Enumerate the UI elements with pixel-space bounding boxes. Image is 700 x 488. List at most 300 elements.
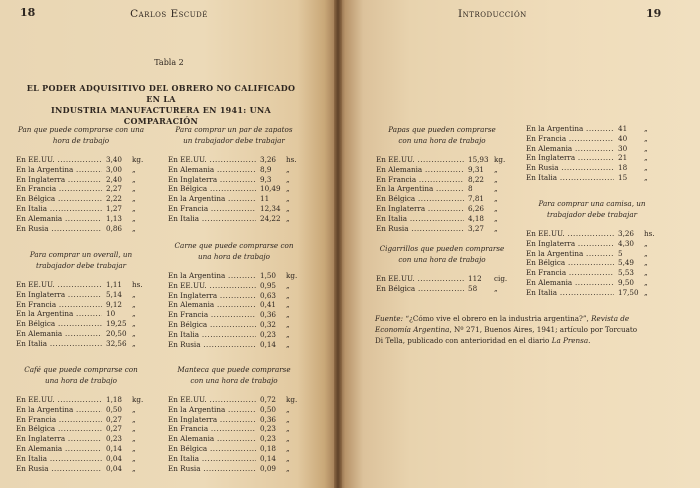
row-unit: „ [286, 463, 290, 473]
row-value: 1,11 [106, 280, 123, 289]
row-unit: „ [132, 463, 136, 473]
row-value: 0,50 [260, 404, 277, 414]
row-country: En Inglaterra ..... [16, 175, 102, 185]
row-country: En Francia ..... [376, 175, 464, 185]
row-value: 0,63 [260, 290, 277, 300]
row-country: En la Argentina ..... [526, 249, 614, 259]
row-unit: „ [132, 414, 136, 424]
table-row [168, 454, 300, 464]
table-row [168, 434, 300, 444]
row-unit: „ [644, 238, 648, 248]
row-country: En Inglaterra ..... [16, 434, 102, 444]
row-country: En Alemania ..... [16, 329, 102, 339]
row-value: 0,14 [260, 453, 277, 463]
row-value: 1,13 [106, 213, 123, 223]
table-row [526, 239, 658, 249]
row-unit: „ [286, 164, 290, 174]
row-value: 24,22 [260, 213, 281, 223]
running-head: Carlos Escudé [130, 8, 208, 20]
row-unit: „ [132, 434, 136, 444]
row-value: 21 [618, 153, 628, 163]
row-unit: „ [494, 203, 498, 213]
table-caption [376, 124, 508, 146]
row-unit: „ [132, 404, 136, 414]
row-unit: „ [644, 258, 648, 268]
row-value: 3,26 [618, 229, 635, 238]
row-unit: kg. [494, 155, 506, 164]
table-caption-line: con una hora de trabajo [190, 376, 278, 385]
row-unit: „ [644, 277, 648, 287]
row-unit: „ [644, 172, 648, 182]
row-value: 0,41 [260, 300, 277, 310]
table-row [168, 464, 300, 474]
row-unit: „ [286, 184, 290, 194]
table-row [168, 405, 300, 415]
row-value: 9,12 [106, 299, 123, 309]
row-value: 0,18 [260, 443, 277, 453]
table-caption [376, 243, 508, 265]
row-country: En Bélgica ..... [168, 444, 256, 454]
row-unit: kg. [286, 271, 298, 280]
row-unit: „ [644, 143, 648, 153]
row-value: 0,14 [106, 443, 123, 453]
page-number: 18 [20, 6, 36, 19]
row-unit: „ [132, 203, 136, 213]
table-caption-line: hora de trabajo [52, 136, 110, 145]
row-value: 0,95 [260, 280, 277, 290]
table-row [168, 155, 300, 165]
row-country: En la Argentina ..... [376, 184, 464, 194]
table-row [526, 268, 658, 278]
table-caption-line: Café que puede comprarse con [24, 365, 138, 374]
row-unit: „ [644, 133, 648, 143]
table-caption-line: trabajador debe trabajar [546, 210, 638, 219]
row-unit: „ [494, 174, 498, 184]
row-country: En Francia ..... [16, 184, 102, 194]
row-value: 3,40 [106, 155, 123, 164]
table-block-cigarrillos [376, 243, 508, 294]
table-row [376, 155, 508, 165]
table-row [16, 204, 146, 214]
table-row [168, 175, 300, 185]
table-row [168, 194, 300, 204]
table-row [376, 204, 508, 214]
row-value: 15,93 [468, 155, 489, 164]
table-row [16, 309, 146, 319]
row-unit: „ [494, 223, 498, 233]
row-value: 10 [106, 309, 116, 319]
row-unit: „ [132, 453, 136, 463]
row-country: En Italia ..... [16, 204, 102, 214]
row-unit: „ [132, 184, 136, 194]
row-value: 32,56 [106, 338, 127, 348]
table-row [168, 444, 300, 454]
table-row [526, 229, 658, 239]
row-country: En la Argentina ..... [168, 194, 256, 204]
row-value: 4,18 [468, 213, 485, 223]
table-block-pan [16, 124, 146, 233]
row-country: En Francia ..... [168, 204, 256, 214]
row-value: 5,49 [618, 258, 635, 268]
row-value: 1,18 [106, 395, 123, 404]
table-row [526, 288, 658, 298]
table-row [168, 204, 300, 214]
table-row [16, 300, 146, 310]
row-unit: „ [286, 300, 290, 310]
table-block-carne [168, 240, 300, 349]
row-unit: „ [286, 424, 290, 434]
row-country: En la Argentina ..... [16, 165, 102, 175]
table-caption-line: Para comprar un overall, un [29, 250, 133, 259]
row-country: En Inglaterra ..... [168, 291, 256, 301]
table-row [16, 454, 146, 464]
table-row [16, 444, 146, 454]
table-row [168, 300, 300, 310]
table-title-line: EL PODER ADQUISITIVO DEL OBRERO NO CALIFICADO EN LA [26, 83, 296, 104]
table-block-cafe [16, 364, 146, 473]
table-row [376, 194, 508, 204]
row-country: En Italia ..... [16, 454, 102, 464]
row-country: En Rusia ..... [16, 224, 102, 234]
row-unit: „ [286, 414, 290, 424]
row-country: En Bélgica ..... [16, 319, 102, 329]
source-end: . [588, 336, 591, 345]
table-row [168, 214, 300, 224]
row-unit: „ [286, 203, 290, 213]
row-country: En Francia ..... [526, 268, 614, 278]
row-value: 2,27 [106, 184, 123, 194]
row-country: En Bélgica ..... [526, 258, 614, 268]
row-country: En Bélgica ..... [16, 194, 102, 204]
table-caption [16, 364, 146, 386]
table-caption-line: con una hora de trabajo [398, 255, 486, 264]
row-unit: „ [132, 443, 136, 453]
table-row [16, 194, 146, 204]
source-quote: “¿Cómo vive el obrero en la industria argentina?”, [405, 314, 589, 323]
table-row [168, 330, 300, 340]
table-title-line: INDUSTRIA MANUFACTURERA EN 1941: UNA COMPARACIÓN [50, 105, 272, 126]
table-row [168, 281, 300, 291]
row-unit: „ [644, 248, 648, 258]
row-value: 9,31 [468, 164, 485, 174]
table-row [16, 329, 146, 339]
row-value: 5 [618, 248, 623, 258]
table-caption-line: Pan que puede comprarse con una [17, 125, 145, 134]
row-country: En Alemania ..... [376, 165, 464, 175]
row-country: En Francia ..... [16, 300, 102, 310]
table-row [16, 415, 146, 425]
row-value: 3,00 [106, 164, 123, 174]
row-unit: „ [286, 213, 290, 223]
table-caption-line: Para comprar una camisa, un [538, 199, 646, 208]
row-value: 0,32 [260, 319, 277, 329]
row-value: 5,53 [618, 268, 635, 278]
table-caption-line: Papas que pueden comprarse [388, 125, 496, 134]
source-details: , Nº 271, Buenos Aires, 1941; artículo por Torcuato Di Tella, publicado con anterioridad en el diario [375, 325, 638, 345]
row-value: 12,34 [260, 203, 281, 213]
row-unit: „ [132, 289, 136, 299]
row-unit: „ [286, 174, 290, 184]
page-number: 19 [646, 7, 662, 20]
row-value: 9,50 [618, 277, 635, 287]
table-row [376, 184, 508, 194]
table-row [168, 424, 300, 434]
row-unit: „ [286, 329, 290, 339]
row-country: En Inglaterra ..... [168, 415, 256, 425]
row-unit: „ [286, 310, 290, 320]
row-unit: hs. [286, 155, 297, 164]
table-block-overall [16, 249, 146, 349]
row-value: 9,3 [260, 174, 272, 184]
table-row [168, 395, 300, 405]
row-country: En la Argentina ..... [16, 309, 102, 319]
table-row [16, 424, 146, 434]
row-unit: „ [132, 309, 136, 319]
table-row [168, 340, 300, 350]
table-caption-line: una hora de trabajo [45, 376, 117, 385]
row-value: 3,27 [468, 223, 485, 233]
table-row [376, 214, 508, 224]
row-unit: „ [644, 163, 648, 173]
row-country: En EE.UU. ..... [168, 281, 256, 291]
row-country: En Bélgica ..... [376, 284, 464, 294]
table-row [16, 395, 146, 405]
table-caption-line: una hora de trabajo [198, 252, 270, 261]
table-caption-line: Carne que puede comprarse con [174, 241, 294, 250]
running-head: Introducción [458, 8, 527, 20]
row-value: 58 [468, 283, 478, 293]
row-unit: „ [132, 164, 136, 174]
row-unit: „ [132, 424, 136, 434]
table-caption-line: Para comprar un par de zapatos [175, 125, 293, 134]
row-country: En Bélgica ..... [376, 194, 464, 204]
table-row [526, 144, 658, 154]
row-unit: „ [644, 124, 648, 133]
row-value: 17,50 [618, 287, 639, 297]
row-value: 1,27 [106, 203, 123, 213]
row-country: En Francia ..... [168, 424, 256, 434]
row-unit: „ [286, 280, 290, 290]
table-caption-line: Manteca que puede comprarse [177, 365, 291, 374]
row-value: 10,49 [260, 184, 281, 194]
row-unit: „ [644, 268, 648, 278]
table-row [526, 153, 658, 163]
row-unit: „ [132, 194, 136, 204]
row-value: 41 [618, 124, 628, 133]
row-unit: hs. [644, 229, 655, 238]
source-label: Fuente: [375, 314, 404, 323]
table-row [376, 224, 508, 234]
table-row [16, 214, 146, 224]
table-row [16, 224, 146, 234]
right-page [338, 0, 700, 488]
row-country: En Italia ..... [168, 454, 256, 464]
row-country: En Inglaterra ..... [526, 239, 614, 249]
row-country: En Francia ..... [16, 415, 102, 425]
row-value: 7,81 [468, 194, 485, 204]
row-value: 0,50 [106, 404, 123, 414]
source-note [375, 313, 645, 346]
row-value: 0,36 [260, 414, 277, 424]
row-value: 0,09 [260, 463, 277, 473]
row-unit: „ [286, 443, 290, 453]
row-value: 19,25 [106, 319, 127, 329]
table-row [168, 320, 300, 330]
row-value: 0,27 [106, 414, 123, 424]
row-country: En Alemania ..... [168, 434, 256, 444]
row-value: 8,22 [468, 174, 485, 184]
left-page [0, 0, 338, 488]
table-row [168, 310, 300, 320]
table-row [16, 405, 146, 415]
row-value: 0,27 [106, 424, 123, 434]
row-country: En Rusia ..... [168, 464, 256, 474]
table-row [526, 124, 658, 134]
table-row [376, 274, 508, 284]
row-value: 0,23 [106, 434, 123, 444]
row-value: 18 [618, 163, 628, 173]
row-country: En Bélgica ..... [168, 320, 256, 330]
row-country: En Italia ..... [376, 214, 464, 224]
table-row [168, 165, 300, 175]
row-unit: „ [494, 194, 498, 204]
row-value: 0,04 [106, 453, 123, 463]
row-country: En Rusia ..... [16, 464, 102, 474]
row-value: 40 [618, 133, 628, 143]
row-country: En EE.UU. ..... [168, 395, 256, 405]
table-row [16, 165, 146, 175]
row-value: 0,14 [260, 339, 277, 349]
table-caption [526, 198, 658, 220]
row-unit: „ [132, 338, 136, 348]
table-caption-line: Cigarrillos que pueden comprarse [379, 244, 505, 253]
row-value: 2,40 [106, 174, 123, 184]
row-unit: kg. [286, 395, 298, 404]
row-unit: hs. [132, 280, 143, 289]
row-value: 0,72 [260, 395, 277, 404]
row-country: En EE.UU. ..... [16, 395, 102, 405]
row-value: 4,30 [618, 238, 635, 248]
row-unit: cig. [494, 274, 508, 283]
table-row [526, 173, 658, 183]
row-country: En EE.UU. ..... [526, 229, 614, 239]
row-unit: „ [286, 319, 290, 329]
row-value: 15 [618, 172, 628, 182]
source-journal: Revista de Economía Argentina [375, 314, 630, 334]
table-block-continued [526, 124, 658, 183]
table-caption-line: con una hora de trabajo [398, 136, 486, 145]
table-caption [168, 124, 300, 146]
table-title [22, 83, 300, 127]
row-unit: „ [494, 184, 498, 194]
table-row [16, 184, 146, 194]
row-value: 5,14 [106, 289, 123, 299]
row-country: En Inglaterra ..... [526, 153, 614, 163]
row-value: 0,36 [260, 310, 277, 320]
table-row [16, 319, 146, 329]
row-country: En Rusia ..... [376, 224, 464, 234]
row-country: En la Argentina ..... [526, 124, 614, 134]
row-country: En EE.UU. ..... [376, 155, 464, 165]
row-unit: „ [132, 299, 136, 309]
table-row [168, 271, 300, 281]
table-row [16, 280, 146, 290]
row-country: En Italia ..... [168, 330, 256, 340]
row-value: 8 [468, 184, 473, 194]
row-country: En Inglaterra ..... [376, 204, 464, 214]
table-row [16, 290, 146, 300]
row-country: En EE.UU. ..... [16, 280, 102, 290]
row-unit: „ [644, 153, 648, 163]
row-country: En la Argentina ..... [168, 271, 256, 281]
table-caption-line: trabajador debe trabajar [35, 261, 127, 270]
table-block-manteca [168, 364, 300, 473]
row-unit: „ [132, 213, 136, 223]
row-country: En Inglaterra ..... [16, 290, 102, 300]
row-value: 1,50 [260, 271, 277, 280]
table-row [526, 134, 658, 144]
row-unit: „ [494, 164, 498, 174]
row-country: En la Argentina ..... [168, 405, 256, 415]
row-unit: „ [494, 283, 498, 293]
row-country: En Alemania ..... [526, 278, 614, 288]
row-country: En Italia ..... [526, 288, 614, 298]
table-caption [168, 240, 300, 262]
row-unit: „ [286, 453, 290, 463]
row-value: 8,9 [260, 164, 272, 174]
table-label: Tabla 2 [154, 58, 184, 67]
table-caption [16, 249, 146, 271]
row-country: En Italia ..... [526, 173, 614, 183]
row-unit: „ [494, 213, 498, 223]
row-unit: kg. [132, 395, 144, 404]
table-row [16, 155, 146, 165]
row-country: En la Argentina ..... [16, 405, 102, 415]
row-value: 112 [468, 274, 482, 283]
table-row [526, 249, 658, 259]
row-country: En Francia ..... [168, 310, 256, 320]
row-country: En Alemania ..... [168, 165, 256, 175]
row-value: 0,23 [260, 434, 277, 444]
table-block-camisa [526, 198, 658, 298]
table-row [376, 284, 508, 294]
table-row [16, 339, 146, 349]
table-row [168, 184, 300, 194]
row-country: En EE.UU. ..... [168, 155, 256, 165]
row-unit: „ [132, 223, 136, 233]
row-value: 6,26 [468, 203, 485, 213]
table-row [376, 175, 508, 185]
row-country: En Alemania ..... [16, 444, 102, 454]
row-country: En Bélgica ..... [168, 184, 256, 194]
row-country: En Alemania ..... [16, 214, 102, 224]
row-value: 2,22 [106, 194, 123, 204]
row-unit: „ [286, 339, 290, 349]
row-country: En Alemania ..... [168, 300, 256, 310]
row-country: En Francia ..... [526, 134, 614, 144]
row-value: 0,04 [106, 463, 123, 473]
row-value: 30 [618, 143, 628, 153]
row-unit: „ [286, 290, 290, 300]
row-country: En Rusia ..... [168, 340, 256, 350]
row-country: En Alemania ..... [526, 144, 614, 154]
row-unit: „ [286, 404, 290, 414]
table-caption [16, 124, 146, 146]
row-unit: kg. [132, 155, 144, 164]
row-unit: „ [132, 174, 136, 184]
table-caption [168, 364, 300, 386]
row-unit: „ [132, 319, 136, 329]
